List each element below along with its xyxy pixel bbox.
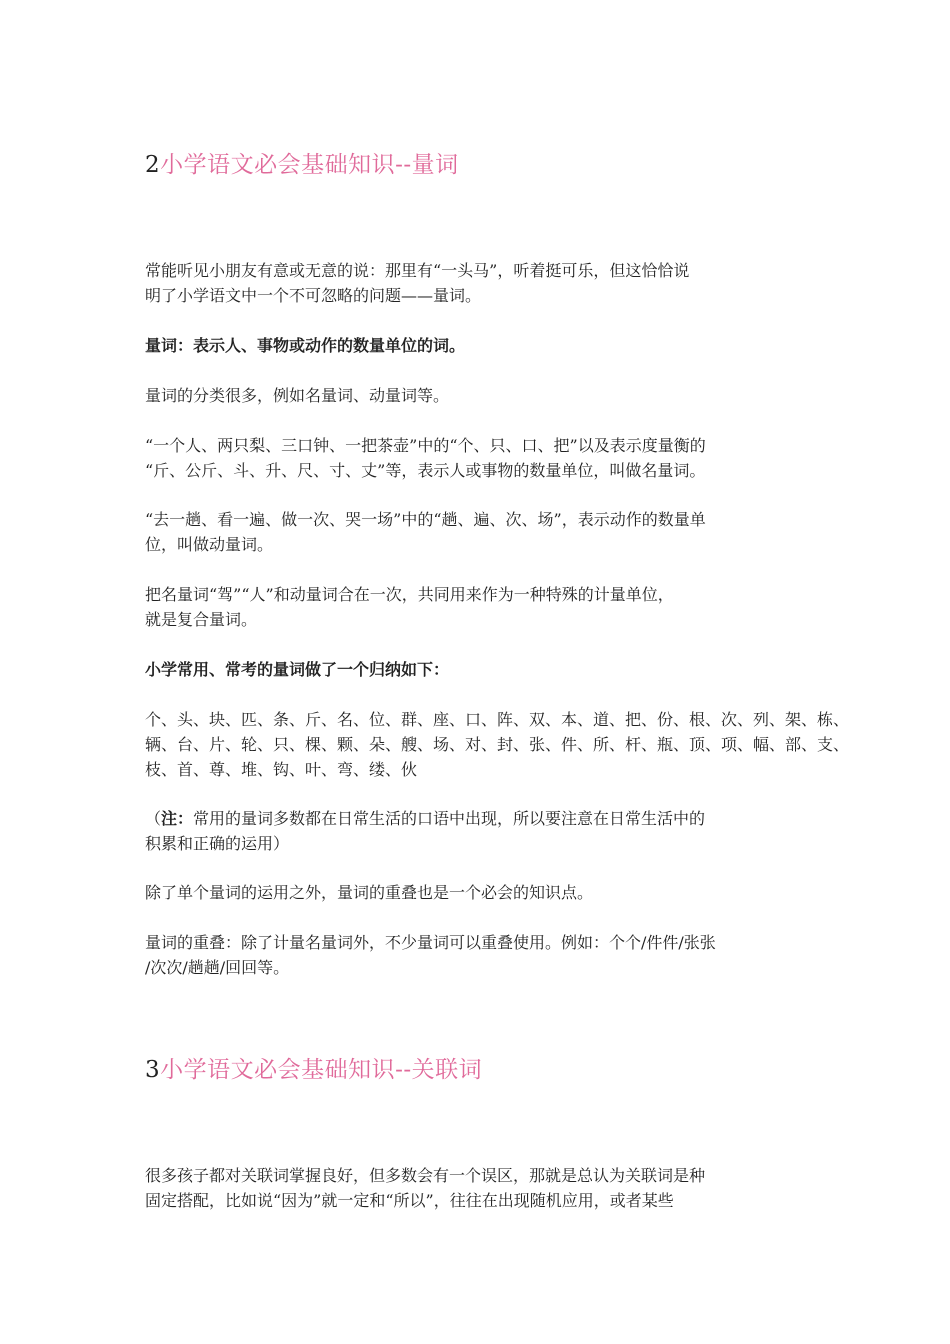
intro-paragraph <box>145 258 825 308</box>
overlap-detail-paragraph <box>145 930 825 980</box>
text-line: 常能听见小朋友有意或无意的说：那里有“一头马”，听着挺可乐，但这恰恰说 <box>145 261 690 280</box>
text-line: 量词的重叠：除了计量名量词外，不少量词可以重叠使用。例如：个个/件件/张张 <box>145 933 716 952</box>
classifier-word-list <box>145 707 850 782</box>
section-2-title: 小学语文必会基础知识--量词 <box>160 152 459 178</box>
text-line: 明了小学语文中一个不可忽略的问题——量词。 <box>145 286 482 305</box>
classification-paragraph: 量词的分类很多，例如名量词、动量词等。 <box>145 386 450 405</box>
section-2-number: 2 <box>145 152 161 178</box>
text-line: 枝、首、尊、堆、钩、叶、弯、缕、伙 <box>145 760 418 779</box>
text-line: 固定搭配，比如说“因为”就一定和“所以”，往往在出现随机应用，或者某些 <box>145 1191 674 1210</box>
text-line <box>145 806 825 831</box>
section-2-heading <box>145 150 459 180</box>
note-paragraph <box>145 806 825 856</box>
noun-classifier-paragraph <box>145 433 825 483</box>
text-line: 把名量词“驾”“人”和动量词合在一次，共同用来作为一种特殊的计量单位， <box>145 585 674 604</box>
text-line: /次次/趟趟/回回等。 <box>145 958 290 977</box>
text-line: 积累和正确的运用） <box>145 834 290 853</box>
overlap-intro-paragraph: 除了单个量词的运用之外，量词的重叠也是一个必会的知识点。 <box>145 883 594 902</box>
text-line: 就是复合量词。 <box>145 610 258 629</box>
definition-paragraph: 量词：表示人、事物或动作的数量单位的词。 <box>145 336 466 355</box>
compound-classifier-paragraph <box>145 582 825 632</box>
section-3-number: 3 <box>145 1057 161 1083</box>
text-line: “一个人、两只梨、三口钟、一把茶壶”中的“个、只、口、把”以及表示度量衡的 <box>145 436 706 455</box>
verb-classifier-paragraph <box>145 507 825 557</box>
text-line: 位，叫做动量词。 <box>145 535 274 554</box>
text-line: 辆、台、片、轮、只、棵、颗、朵、艘、场、对、封、张、件、所、杆、瓶、顶、项、幅、部、支、 <box>145 735 850 754</box>
text-line: “去一趟、看一遍、做一次、哭一场”中的“趟、遍、次、场”，表示动作的数量单 <box>145 510 706 529</box>
text-line: “斤、公斤、斗、升、尺、寸、丈”等，表示人或事物的数量单位，叫做名量词。 <box>145 461 706 480</box>
note-text: 常用的量词多数都在日常生活的口语中出现，所以要注意在日常生活中的 <box>193 809 706 828</box>
note-open-paren: （ <box>145 809 162 828</box>
summary-heading: 小学常用、常考的量词做了一个归纳如下： <box>145 660 450 679</box>
note-label: 注： <box>161 809 194 828</box>
text-line: 个、头、块、匹、条、斤、名、位、群、座、口、阵、双、本、道、把、份、根、次、列、架、栋、 <box>145 710 850 729</box>
section-3-heading <box>145 1055 482 1085</box>
text-line: 很多孩子都对关联词掌握良好，但多数会有一个误区，那就是总认为关联词是种 <box>145 1166 706 1185</box>
conjunction-intro-paragraph <box>145 1163 825 1213</box>
section-3-title: 小学语文必会基础知识--关联词 <box>160 1057 483 1083</box>
